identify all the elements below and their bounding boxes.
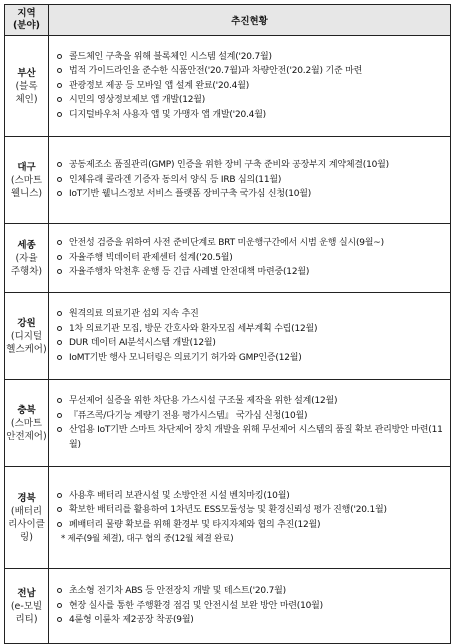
list-item: 안전성 검증을 위하여 사전 준비단계로 BRT 미운행구간에서 시범 운행 실시(9월~) (53, 236, 444, 251)
table-row-gangwon (5, 293, 451, 380)
progress-cell (49, 137, 451, 224)
region-field: 웰니스) (10, 187, 43, 199)
list-item: 인체유래 콜라겐 기증자 동의서 양식 등 IRB 심의(11월) (53, 173, 444, 188)
circle-bullet-icon (57, 493, 62, 498)
list-item: 현장 실사를 통한 주행환경 점검 및 안전시설 보완 방안 마련(10월) (53, 599, 444, 614)
list-item: IoT기반 웰니스정보 서비스 플랫폼 장비구축 국가심 신청(10월) (53, 187, 444, 202)
list-item: 『퓨즈콕/다기능 계량기 전용 평가시스템』 국가심 신청(10월) (53, 409, 444, 424)
progress-cell (49, 36, 451, 137)
list-item: 콜드체인 구축을 위해 블록체인 시스템 설계('20.7월) (53, 50, 444, 65)
region-header-sublabel: (분야) (12, 20, 41, 31)
status-table-container (4, 4, 450, 644)
region-name: 강원 (17, 317, 36, 329)
circle-bullet-icon (57, 340, 62, 345)
region-header-label: 지역 (17, 8, 36, 19)
circle-bullet-icon (57, 603, 62, 608)
list-item: 초소형 전기차 ABS 등 안전장치 개발 및 테스트('20.7월) (53, 584, 444, 599)
list-item: 1차 의료기관 모집, 방문 간호사와 환자모집 세부계획 수립(12월) (53, 322, 444, 337)
progress-list (53, 307, 444, 365)
region-field: 체인) (15, 93, 38, 105)
circle-bullet-icon (57, 191, 62, 196)
progress-list (53, 394, 444, 452)
progress-cell (49, 380, 451, 467)
circle-bullet-icon (57, 617, 62, 622)
list-item: 4륜형 이륜차 제2공장 착공(9월) (53, 613, 444, 628)
region-field: (스마트 (10, 417, 43, 429)
list-item: 자율주행차 악천후 운행 등 긴급 사례별 안전대책 마련중(12월) (53, 265, 444, 280)
progress-cell (49, 569, 451, 644)
circle-bullet-icon (57, 398, 62, 403)
region-field: 리사이클링) (8, 518, 45, 543)
list-item: 법적 가이드라인을 준수한 식품안전('20.7월)과 차량안전('20.2월) 기준 마련 (53, 64, 444, 79)
region-field: (디지털 (10, 330, 43, 342)
progress-list (53, 158, 444, 202)
list-item: 시민의 영상정보제보 앱 개발(12월) (53, 93, 444, 108)
region-cell (5, 380, 49, 467)
circle-bullet-icon (57, 255, 62, 260)
region-cell (5, 569, 49, 644)
circle-bullet-icon (57, 427, 62, 432)
circle-bullet-icon (57, 162, 62, 167)
circle-bullet-icon (57, 97, 62, 102)
table-row-chungbuk (5, 380, 451, 467)
table-row-gyeongbuk (5, 467, 451, 569)
progress-column-header: 추진현황 (49, 5, 451, 36)
region-cell (5, 36, 49, 137)
list-item: 관광정보 제공 등 모바일 앱 설계 완료('20.4월) (53, 79, 444, 94)
region-column-header (5, 5, 49, 36)
table-row-jeonnam (5, 569, 451, 644)
region-name: 전남 (17, 587, 36, 599)
list-item: 원격의료 의료기관 섭외 지속 추진 (53, 307, 444, 322)
region-name: 충북 (17, 404, 36, 416)
list-item: 공동제조소 품질관리(GMP) 인증을 위한 장비 구축 준비와 공장부지 계약체결(10월) (53, 158, 444, 173)
progress-list (53, 236, 444, 280)
table-row-sejong (5, 224, 451, 293)
region-cell (5, 293, 49, 380)
list-item: DUR 데이터 AI분석시스템 개발(12월) (53, 336, 444, 351)
region-field: (배터리 (10, 505, 43, 517)
circle-bullet-icon (57, 326, 62, 331)
region-name: 경북 (17, 492, 36, 504)
progress-cell (49, 293, 451, 380)
region-cell (5, 467, 49, 569)
circle-bullet-icon (57, 54, 62, 59)
region-name: 대구 (17, 161, 36, 173)
circle-bullet-icon (57, 311, 62, 316)
circle-bullet-icon (57, 83, 62, 88)
circle-bullet-icon (57, 240, 62, 245)
table-row-daegu (5, 137, 451, 224)
progress-cell (49, 224, 451, 293)
regulation-free-zone-status-table (4, 4, 451, 644)
region-field: (스마트 (10, 174, 43, 186)
circle-bullet-icon (57, 507, 62, 512)
list-item: 무선제어 실증을 위한 차단용 가스시설 구조물 제작을 위한 설계(12월) (53, 394, 444, 409)
circle-bullet-icon (57, 588, 62, 593)
region-name: 부산 (17, 67, 36, 79)
region-field: 리티) (15, 613, 38, 625)
circle-bullet-icon (57, 522, 62, 527)
region-name: 세종 (17, 239, 36, 251)
circle-bullet-icon (57, 269, 62, 274)
list-item: 산업용 IoT기반 스마트 차단제어 장치 개발을 위해 무선제어 시스템의 품질 확보 관리방안 마련(11월) (53, 423, 444, 452)
circle-bullet-icon (57, 413, 62, 418)
region-field: 안전제어) (6, 430, 47, 442)
region-field: (블록 (15, 80, 38, 92)
region-field: (자율 (15, 252, 38, 264)
footnote-item: * 제주(9월 체결), 대구 협의 중(12월 체결 완료) (61, 534, 234, 544)
region-field: (e-모빌 (10, 600, 43, 612)
progress-list (53, 50, 444, 123)
table-header-row (5, 5, 451, 36)
table-row-busan (5, 36, 451, 137)
progress-list (53, 489, 444, 547)
region-cell (5, 224, 49, 293)
list-item: 확보한 배터리를 활용하여 1차년도 ESS모듈성능 및 환경신뢰성 평가 진행('20.1월) (53, 503, 444, 518)
circle-bullet-icon (57, 112, 62, 117)
list-item: 디지털바우처 사용자 앱 및 가맹자 앱 개발('20.4월) (53, 108, 444, 123)
list-item: 자율주행 빅데이터 관제센터 설계('20.5월) (53, 251, 444, 266)
list-item: IoMT기반 행사 모니터링은 의료기기 허가와 GMP인증(12월) (53, 351, 444, 366)
region-field: 주행차) (10, 265, 43, 277)
region-cell (5, 137, 49, 224)
circle-bullet-icon (57, 177, 62, 182)
list-item: 사용후 배터리 보관시설 및 소방안전 시설 벤치마킹(10월) (53, 489, 444, 504)
circle-bullet-icon (57, 68, 62, 73)
list-item: 폐배터리 물량 확보를 위해 환경부 및 타지자체와 협의 추진(12월) (53, 518, 444, 533)
circle-bullet-icon (57, 355, 62, 360)
region-field: 헬스케어) (6, 343, 47, 355)
progress-cell (49, 467, 451, 569)
progress-list (53, 584, 444, 628)
